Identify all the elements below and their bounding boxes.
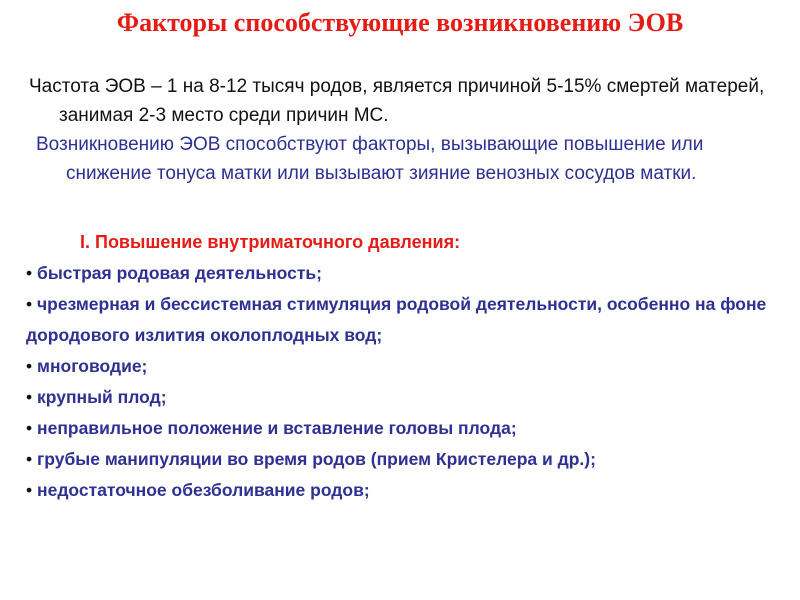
- list-item: [26, 351, 786, 382]
- list-item-text: неправильное положение и вставление головы плода;: [37, 418, 517, 438]
- list-item-text: чрезмерная и бессистемная стимуляция родовой деятельности, особенно на фоне дородового излития околоплодных вод;: [26, 294, 767, 345]
- bullet-icon: •: [26, 418, 33, 438]
- slide-title: Факторы способствующие возникновению ЭОВ: [116, 8, 684, 37]
- list-item-text: крупный плод;: [37, 387, 167, 407]
- bullet-icon: •: [26, 263, 33, 283]
- intro-block: [29, 72, 789, 188]
- list-item-text: быстрая родовая деятельность;: [37, 263, 322, 283]
- intro-paragraph-frequency: Частота ЭОВ – 1 на 8-12 тысяч родов, является причиной 5-15% смертей матерей, занимая 2-3 место среди причин МС.: [29, 76, 765, 126]
- list-item: [26, 475, 786, 506]
- bullet-icon: •: [26, 356, 33, 376]
- list-item: [26, 289, 786, 351]
- list-item-text: недостаточное обезболивание родов;: [37, 480, 370, 500]
- bullet-icon: •: [26, 449, 33, 469]
- section-heading-pressure: I. Повышение внутриматочного давления:: [80, 232, 461, 252]
- list-item: [26, 258, 786, 289]
- list-item-text: многоводие;: [37, 356, 148, 376]
- bullet-icon: •: [26, 294, 33, 314]
- list-item-text: грубые манипуляции во время родов (прием Кристелера и др.);: [37, 449, 596, 469]
- list-item: [26, 413, 786, 444]
- bullet-icon: •: [26, 480, 33, 500]
- factors-list: [26, 258, 786, 506]
- bullet-icon: •: [26, 387, 33, 407]
- intro-paragraph-factors: Возникновению ЭОВ способствуют факторы, вызывающие повышение или снижение тонуса матки или вызывают зияние венозных сосудов матки.: [36, 134, 704, 184]
- list-item: [26, 444, 786, 475]
- list-item: [26, 382, 786, 413]
